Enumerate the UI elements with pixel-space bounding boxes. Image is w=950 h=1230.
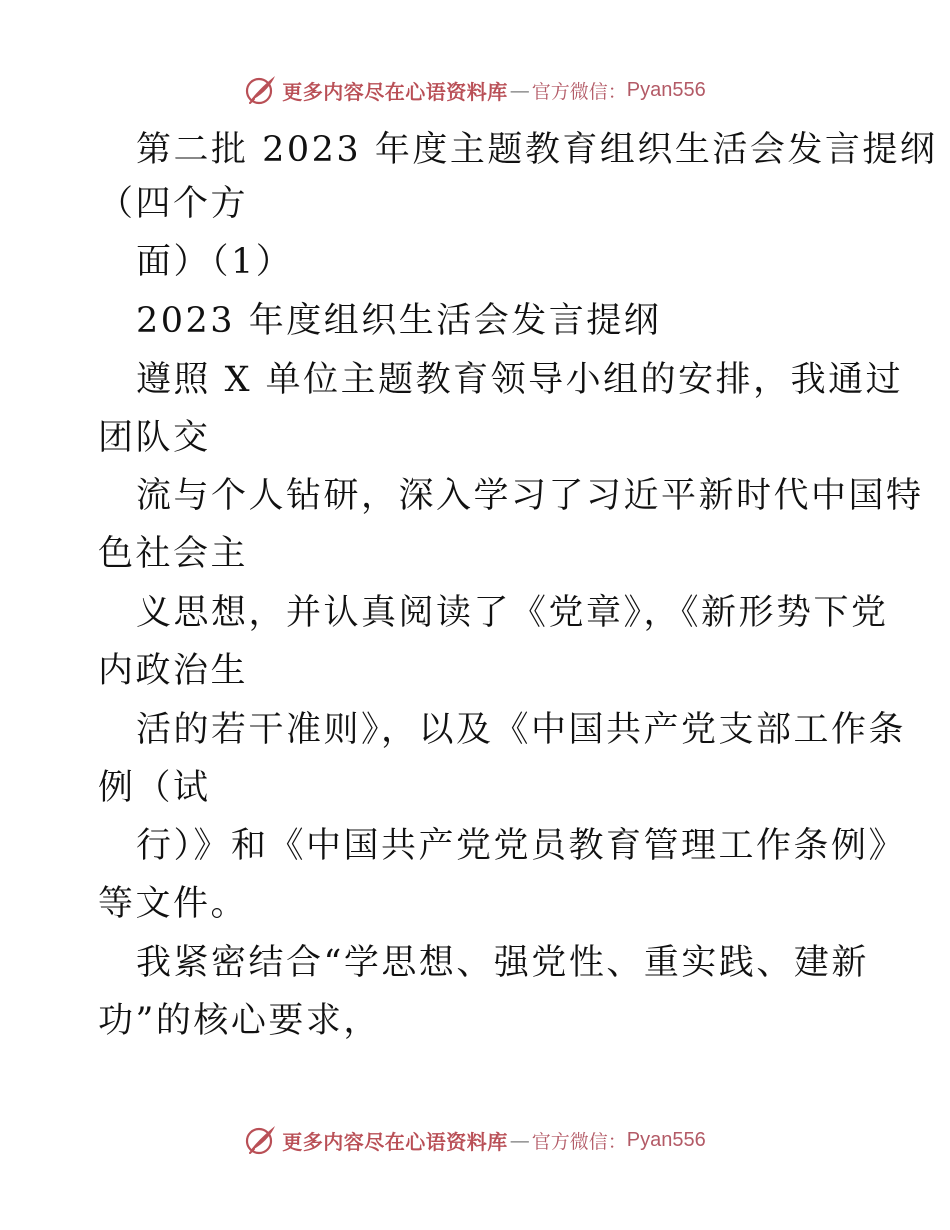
watermark-wechat-id: Pyan556 (626, 78, 706, 101)
doc-subtitle: 2023 年度组织生活会发言提纲 (136, 301, 662, 341)
paragraph-line: 等文件。 (98, 884, 249, 924)
doc-title-line-2: （四个方 (98, 184, 249, 224)
paragraph-line: 内政治生 (98, 651, 249, 691)
paragraph-line: 行）》和《中国共产党党员教育管理工作条例》 (136, 826, 907, 866)
watermark-wechat-id: Pyan556 (626, 1128, 706, 1151)
footer-watermark (0, 1120, 950, 1160)
watermark-wechat-label: 官方微信： (531, 80, 627, 103)
watermark-dash: — (509, 1128, 530, 1152)
paragraph-line: 色社会主 (98, 534, 249, 574)
watermark-wechat-label: 官方微信： (531, 1130, 627, 1153)
paragraph-line: 功”的核心要求， (98, 1001, 381, 1041)
header-watermark (0, 70, 950, 110)
quill-pen-icon (244, 73, 278, 107)
paragraph-line: 遵照 X 单位主题教育领导小组的安排，我通过 (136, 360, 904, 400)
paragraph-line: 义思想，并认真阅读了《党章》，《新形势下党 (136, 593, 889, 633)
watermark-site-text: 更多内容尽在心语资料库 (282, 79, 508, 104)
watermark-site-text: 更多内容尽在心语资料库 (282, 1129, 508, 1154)
paragraph-line: 活的若干准则》，以及《中国共产党支部工作条 (136, 710, 907, 750)
quill-pen-icon (244, 1123, 278, 1157)
doc-title-line-1: 第二批 2023 年度主题教育组织生活会发言提纲 (136, 130, 938, 170)
paragraph-line: 例（试 (98, 768, 211, 808)
watermark-dash: — (509, 78, 530, 102)
doc-title-line-3: 面）（1） (136, 242, 294, 282)
paragraph-line: 团队交 (98, 418, 211, 458)
paragraph-line: 我紧密结合“学思想、强党性、重实践、建新 (136, 943, 869, 983)
paragraph-line: 流与个人钻研，深入学习了习近平新时代中国特 (136, 476, 924, 516)
